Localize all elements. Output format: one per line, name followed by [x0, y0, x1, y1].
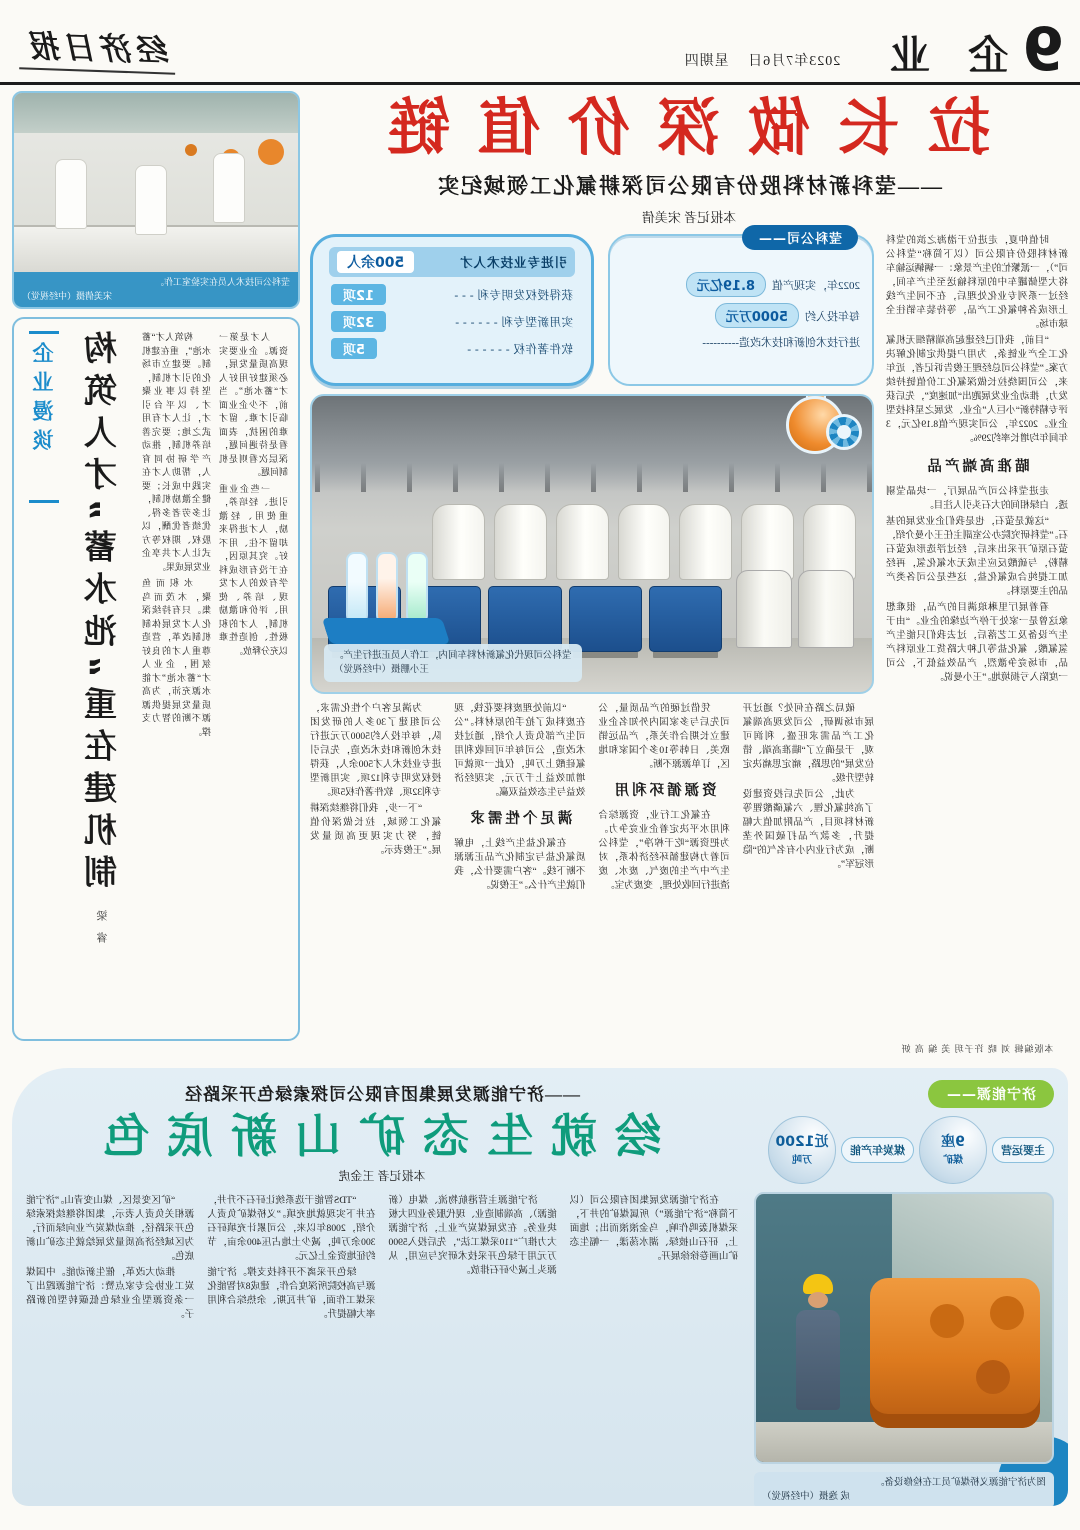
commentary-title-block [72, 331, 134, 1027]
section-name: 企 业 [876, 33, 1009, 78]
metric-label: 主要运营 [992, 1137, 1054, 1163]
company-pill: 莹科公司—— [742, 225, 858, 250]
patent-label: 实用新型专利 - - - - - - [454, 316, 573, 329]
col3-bottom: 在氟化工行业，资源综合利用水平决定着企业竞争力。为把资源“吃干榨净”，莹科公司着力构建循环经济体系，对生产中产生的废气、废水、废渣进行回收处理，变废为宝。 [598, 810, 730, 892]
infographic-output-bubble [608, 234, 874, 386]
lead-subtitle: ——莹科新材料股份有限公司深耕氟化工领域纪实 [436, 174, 942, 199]
gear-icon [826, 414, 862, 450]
bottom-article [26, 1080, 738, 1506]
lab-technician [54, 157, 88, 249]
storage-tank [556, 504, 609, 580]
caption-text: 莹科公司现代化氟新材料车间内，工作人员正进行生产。 [334, 650, 572, 661]
storage-tank [741, 504, 794, 580]
page-number: 9 [1022, 15, 1064, 85]
company-infographic [310, 234, 874, 386]
infographic-talent-bubble [310, 234, 594, 386]
section-heading-highend: 瞄准高端产品 [924, 459, 1030, 476]
metric-unit: 煤矿 [943, 1154, 963, 1166]
miner-face [808, 1292, 828, 1308]
tank-row [432, 504, 856, 580]
commentary-column-2: 构筑人才“蓄水池”，重在建机制。要建立市场化的引才机制，坚持以事业聚才、以平台引才，让人才有用武之地；要完善培养机制，推动产学研协同育人，帮助人才在实践中成长；要健全激励机制，让多劳者多得、优绩者优酬，以股权、期权等方式让人才共享企业发展成果。 水积而鱼聚，木茂而鸟集。只有持续深化人才发展体制机制改革，营造尊重人才的良好氛围，企业人才“蓄水池”才能水源充沛，为高质量发展提供源源不断的智力支撑。 [142, 332, 211, 737]
test-tube-icon [376, 552, 398, 626]
lab-technician [212, 151, 246, 243]
energy-company-pill: 济宁能源—— [928, 1080, 1054, 1108]
talent-value: 500余人 [337, 251, 414, 273]
patent-row [331, 284, 573, 305]
tech-line: 进行技术创新和技术改造---------- [702, 337, 860, 350]
col3-top: 凭借过硬的产品质量，公司先后与多家国内外知名企业建立长期合作关系，产品远销欧美、日韩等10多个国家和地区，订单源源不断。 [598, 703, 730, 771]
blue-bin [649, 586, 722, 652]
mine-photo [754, 1192, 1054, 1464]
section-heading-recycle: 资源循环利用 [611, 783, 717, 800]
weekday-text: 星期四 [683, 54, 729, 69]
lead-article-body [310, 234, 1068, 1056]
col4-top: “以前处理废料要花钱，现在废料成了抢手的原材料。”公司生产部负责人介绍，通过技术改造，公司每年可回收利用氟硅酸上万吨，仅此一项就可增加效益上千万元，实现经济效益与生态效益双赢。 [454, 703, 586, 799]
bottom-article-panel [12, 1068, 1068, 1506]
storage-tank [494, 504, 547, 580]
bottom-headline: 绘就生态矿山新底色 [85, 1111, 661, 1163]
caption-text: 莹科公司技术人员在实验室工作。 [154, 277, 290, 287]
bottom-subtitle: ——济宁能源发展集团有限公司探索绿色开采路径 [184, 1085, 580, 1105]
metric-value: 9座 [941, 1133, 965, 1150]
patent-row [331, 338, 573, 359]
mine-floor [756, 1422, 1052, 1462]
bottom-column-3: “TDS智能干选系统让矸石不升井，在井下实现就地充填。”义桥煤矿负责人介绍，2008年以来，公司累计充填矸石300余万吨，减少土地占压400余亩，节约征地资金上亿元。 绿色开采离不开科技支撑。济宁能源与高校院所深度合作，建成8对智能化采煤工作面，矿井瓦斯、余热综合利用率大幅提升。 [207, 1195, 376, 1321]
white-tank [798, 570, 854, 648]
white-tank [736, 570, 792, 648]
tube-rack [322, 618, 450, 644]
bottom-left-block [754, 1080, 1054, 1506]
page-header [0, 0, 1080, 85]
lead-right-stack [310, 234, 874, 1056]
lab-equipment [258, 139, 284, 165]
output-value: 8.19亿元 [686, 272, 766, 297]
bottom-byline: 本报记者 王金虎 [338, 1169, 426, 1184]
commentary-label-block [24, 331, 64, 1027]
intro-paragraphs: 时值仲夏，走进位于渤海之滨的莹科新材料股份有限公司（以下简称“莹科公司”），一派繁忙的生产景象：一辆辆运输车将大型储罐车中的原料输送至生产车间，经过一系列专业化处理后，在不同生产线上形成各种氟化工产品，等待装车销往全球市场。 “目前，我们已经建起高端精细无机氟化工全产业链条，为用户提供定制化解决方案。”莹科公司总经理王俊告诉记者，近年来，公司围绕拉长做深氟化工价值链持续发力，推动企业发展跑出“加速度”，先后获评专精特新“小巨人”企业、发展之星科技型企业。2022年，公司实现产值8.19亿元，3年间年均增长率约29%。 [886, 235, 1068, 445]
section-heading-custom: 满足个性需求 [467, 811, 573, 828]
commentary-column-1: 人才是第一资源。企业要实现高质量发展，必须建好用好人才“蓄水池”。当前，不少企业面临引才难、留才难的困扰，表面看是待遇问题，深层次看则是机制问题。 一些企业重引进、轻培养，重使用、轻激励，人才进得来却留不住、用不好。究其原因，在于没有形成科学有效的人才发现、培养、使用、评价和激励机制，人才的积极性、创造性难以充分释放。 [219, 332, 288, 656]
white-tank-group [736, 570, 854, 648]
patent-label: 软件著作权 - - - - - - [466, 343, 573, 356]
lead-column-4 [454, 702, 585, 1042]
sidebar [12, 91, 300, 1056]
storage-tank [803, 504, 856, 580]
miner-figure [790, 1274, 846, 1424]
metric-circle-capacity [768, 1116, 836, 1184]
mine-photo-caption [754, 1472, 1054, 1506]
metric-value: 近1200 [775, 1133, 829, 1150]
lead-article [310, 91, 1068, 1056]
issue-date [684, 50, 841, 70]
caption-credit: 成 逸摄（中经视觉） [762, 1492, 850, 1503]
caption-credit: 王小鹏摄（中经视觉） [334, 664, 430, 675]
lead-column-2: 破局之路在何处？通过开展市场调研，公司发现高端氟化工产品需求旺盛、利润可观，于是确立了“瞄准高端、错位发展”的思路，痛定思痛决定转型升级。 为此，公司先后投资建设了高纯氟化锂、六氟磷酸锂等新材料项目，产品附加值大幅提升，多款产品打破国外垄断，成为行业内小有名气的“隐形冠军”。 [742, 703, 874, 871]
factory-photo [310, 394, 874, 694]
highend-paragraphs: 走进莹科公司产品展厅，一块晶莹剔透、白绿相间的大石头引人注目。 “这就是萤石，也是我们企业发展的基石。”莹科研究院办公室副主任王小曼介绍，萤石原矿开采出来后，经过浮选形成萤石精粉，与硫酸反应生成无水氟化氢，再经加工提纯合成氟化盐，这些是公司各类产品的主要原料。 看着展厅里琳琅满目的产品，很难想象这曾是一家处于停产边缘的企业。“由于生产设备及工艺落后，过去我们只能生产氢氟酸、氟化盐等几种大路货工业原料产品，市场竞争激烈，产品效益低下，公司一度陷入亏损境地。”王小曼说。 [886, 486, 1068, 684]
lab-shelf [14, 93, 298, 133]
output-label: 2022年，实现产值 [772, 279, 860, 292]
metric-unit: 万吨 [792, 1154, 812, 1166]
energy-metrics [754, 1116, 1054, 1184]
bottom-text-columns [26, 1194, 738, 1506]
main-area [0, 85, 1080, 1060]
test-tube-illustration [326, 548, 446, 644]
flask-illustration [776, 394, 862, 456]
storage-tank [618, 504, 671, 580]
talent-label: 引进专业技术人才 [458, 256, 567, 271]
caption-credit: 宋美倩摄（中经视觉） [22, 290, 113, 301]
lead-article-head [310, 91, 1068, 226]
orange-machine [870, 1278, 1040, 1428]
commentary-title: 构筑人才“蓄水池”重在建机制 [82, 331, 122, 897]
caption-text: 图为济宁能源义桥煤矿员工在检修设备。 [874, 1478, 1046, 1489]
lab-coat [213, 153, 245, 223]
bottom-column-1: 在济宁能源发展集团有限公司（以下简称“济宁能源”）所属煤矿的井下，采煤机轰鸣作响，乌金滚滚而出；地面上，矸石山披绿、湖水荡漾，一幅生态矿山画卷徐徐展开。 [569, 1195, 738, 1263]
factory-photo-caption [324, 644, 582, 683]
commentary-author: 梁 睿 [97, 910, 109, 948]
lead-text-columns [310, 702, 874, 1042]
patent-value: 5项 [331, 338, 377, 359]
commentary-label: 企业漫谈 [29, 331, 59, 503]
invest-label: 每年投入约 [805, 310, 860, 323]
patent-label: 获得授权发明专利 - - - [453, 289, 573, 302]
paper-masthead: 经济日报 [19, 20, 177, 74]
test-tube-icon [346, 552, 368, 626]
lab-photo-caption [14, 272, 298, 307]
lead-column-3 [599, 702, 730, 1042]
lead-byline: 本报记者 宋美倩 [641, 210, 737, 226]
invest-line [622, 303, 860, 328]
editor-note: 本版编辑 刘 晓 许子玥 美 编 高 妍 [900, 1043, 1054, 1054]
bottom-column-4: “矿区变景区、煤山变青山。”济宁能源相关负责人表示，集团将继续探索绿色开采路径，推动煤炭产业向绿而行，为区域经济高质量发展绘就生态矿山新底色。 推动大改革，催生新动能。中国煤炭工业协会专家点赞：济宁能源蹚出了一条资源型企业绿色低碳转型的新路子。 [26, 1195, 195, 1321]
blue-bin [569, 586, 642, 652]
commentary-box [12, 317, 300, 1041]
bottom-column-2: 济宁能源主营港航物流、煤电（新能源）、高端制造业、现代服务业四大板块业务。在发展煤炭产业上，济宁能源大力推广“110采煤工法”，先后投入5900万元用于绿色开采技术研究与应用，从源头上减少矸石排放。 [388, 1195, 557, 1277]
patent-row [331, 311, 573, 332]
date-text: 2023年7月6日 [747, 54, 841, 69]
invest-value: 5000万元 [715, 303, 799, 328]
hard-hat [803, 1274, 833, 1294]
metric-circle-mines [919, 1116, 987, 1184]
lead-column-5: 为满足客户个性化需求，公司组建了30多人的研发团队，每年投入约5000万元进行技术创新和技术改造，先后引进专业技术人才500余人，获得授权发明专利12项、实用新型专利32项、软件著作权5项。 “下一步，我们将继续深耕氟化工领域，拉长做深价值链，努力实现更高质量发展。”王俊表示。 [310, 703, 442, 857]
lab-coat [135, 165, 167, 235]
lab-technician [134, 163, 168, 255]
lab-coat [55, 159, 87, 229]
blue-bin [488, 586, 561, 652]
talent-row [329, 247, 575, 277]
lab-photo [12, 91, 300, 309]
lead-headline: 拉长做深价值链 [360, 95, 991, 163]
patent-value: 32项 [331, 311, 386, 332]
lead-column-intro [886, 234, 1068, 1056]
col4-bottom: 在氟化盐生产线上，电解质氟化盐与定制化产品正源源不断下线。“客户需要什么，我们就生产什么。”王俊说。 [454, 838, 586, 892]
miner-body [796, 1310, 840, 1410]
metric-label: 煤炭年产能 [841, 1137, 914, 1163]
storage-tank [679, 504, 732, 580]
patent-value: 12项 [331, 284, 386, 305]
test-tube-icon [406, 552, 428, 626]
output-line [622, 272, 860, 297]
